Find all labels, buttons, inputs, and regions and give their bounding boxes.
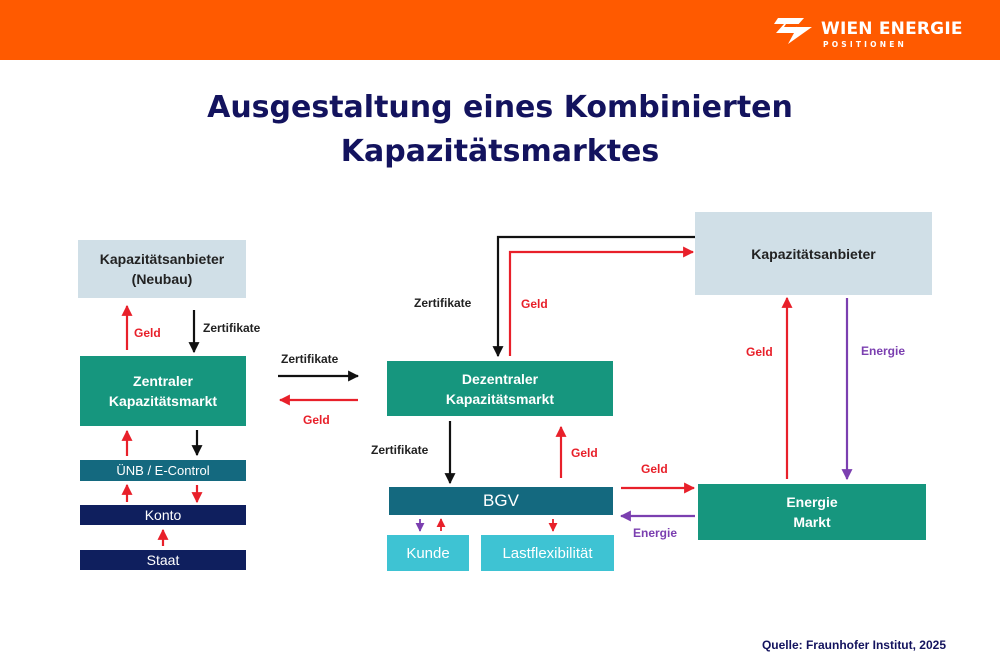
konto-box: Konto [80, 505, 246, 525]
label-geld-dezentral-zentral: Geld [303, 413, 330, 427]
label-geld-bgv-energiemarkt: Geld [641, 462, 668, 476]
staat-box: Staat [80, 550, 246, 570]
label-zertifikate-neubau: Zertifikate [203, 321, 261, 335]
source-citation: Quelle: Fraunhofer Institut, 2025 [761, 638, 946, 652]
energie-markt-box: Energie Markt [698, 484, 926, 540]
logo-subtitle: POSITIONEN [823, 40, 908, 49]
label-zertifikate-dezentral-bgv: Zertifikate [371, 443, 429, 457]
kunde-box: Kunde [387, 535, 469, 571]
zentraler-kapazitaetsmarkt-box: Zentraler Kapazitätsmarkt [80, 356, 246, 426]
dezentraler-kapazitaetsmarkt-box: Dezentraler Kapazitätsmarkt [387, 361, 613, 416]
label-geld-bgv-dezentral: Geld [571, 446, 598, 460]
lastflexibilitaet-box: Lastflexibilität [481, 535, 614, 571]
label-zertifikate-anbieter-dezentral: Zertifikate [414, 296, 472, 310]
kapazitaetsanbieter-neubau-box: Kapazitätsanbieter (Neubau) [78, 240, 246, 298]
title-line-2: Kapazitätsmarktes [340, 134, 660, 169]
logo-title: WIEN ENERGIE [821, 19, 963, 39]
label-geld-dezentral-anbieter: Geld [521, 297, 548, 311]
label-zertifikate-zentral-dezentral: Zertifikate [281, 352, 339, 366]
bgv-box: BGV [389, 487, 613, 515]
label-energie-anbieter-energiemarkt: Energie [861, 344, 906, 358]
title-line-1: Ausgestaltung eines Kombinierten [207, 90, 793, 125]
kapazitaetsanbieter-box: Kapazitätsanbieter [695, 212, 932, 295]
label-geld-energiemarkt-anbieter: Geld [746, 345, 773, 359]
uenb-e-control-box: ÜNB / E-Control [80, 460, 246, 481]
label-energie-energiemarkt-bgv: Energie [633, 526, 678, 540]
label-geld-neubau: Geld [134, 326, 161, 340]
